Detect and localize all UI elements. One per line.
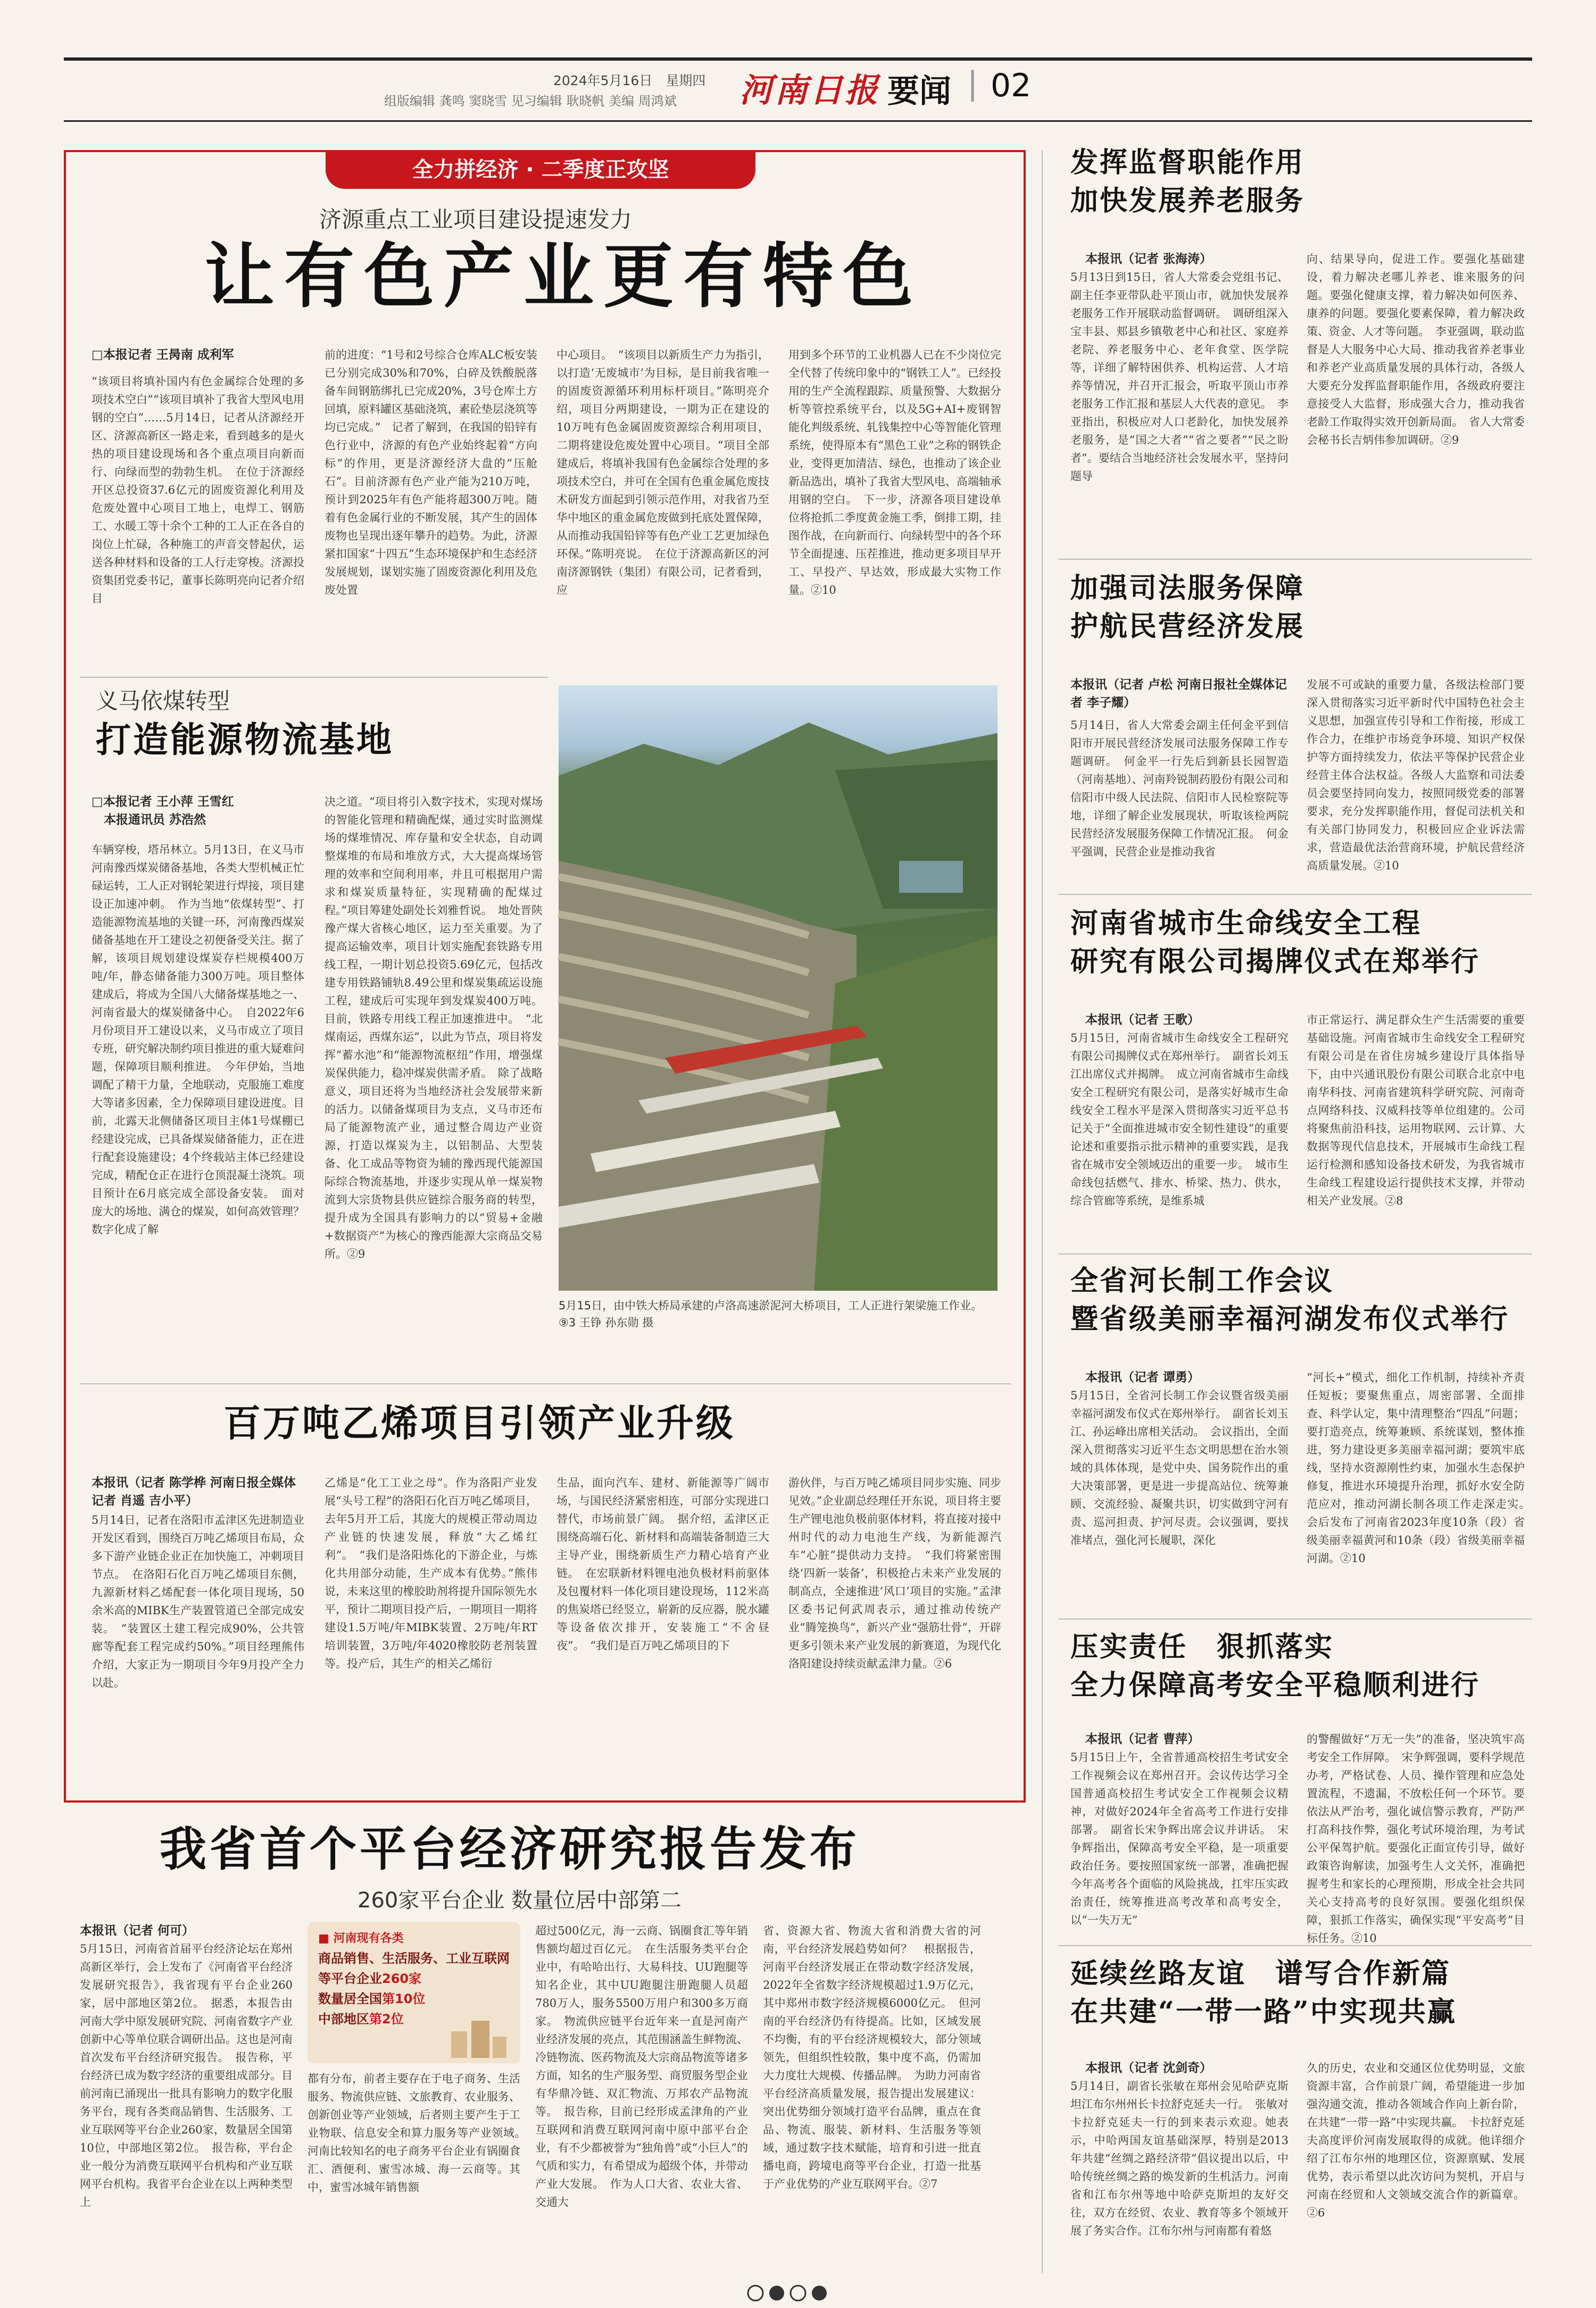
infobox-line-2-text: 等平台企业	[318, 1971, 382, 1986]
masthead-top-rule	[64, 57, 1532, 61]
coal-col-2: 决之道。“项目将引入数字技术，实现对煤场的智能化管理和精确配煤，通过实时监测煤场的煤堆情况、库存量和安全状态，自动调整煤堆的布局和堆放方式，大大提高煤场管理的效率和空间利用率，并且可根据用户需求和煤炭质量特征，实现精确的配煤过程。”项目筹建处副处长刘雅哲说。 地处晋陕豫产煤大省核心地区，运力至关重要。为了提高运输效率，项目计划实施配套铁路专用线工程，一期计划总投资5.69亿元，包括改建专用铁路铺轨8.49公里和煤炭集疏运设施工程，建成后可实现年到发煤炭400万吨。目前，铁路专用线工程正加速推进中。 “北煤南运，西煤东运”，以此为节点，项目将发挥“蓄水池”和“能源物流枢纽”作用，增强煤炭保供能力，稳冲煤炭供需矛盾。 除了战略意义，项目还将为当地经济社会发展带来新的活力。以储备煤项目为支点，义马市还布局了能源物流产业，通过整合周边产业资源，打造以煤炭为主，以铝制品、大型装备、化工成品等物资为辅的豫西现代能源国际综合物流基地，并逐步实现从单一煤炭物流到大宗货物县供应链综合服务商的转型，提升成为全国具有影响力的以“贸易+金融+数据资产”为核心的豫西能源大宗商品交易所。②9	[325, 795, 543, 1260]
coal-kicker: 义马依煤转型	[96, 688, 230, 714]
platform-col-4: 省、资源大省、物流大省和消费大省的河南，平台经济发展趋势如何？ 根据报告，河南平台经济发展正在带动数字经济发展，2022年全省数字经济规模超过1.9万亿元，其中郑州市数字经济规模6000亿元。 但河南的平台经济仍有待提高。比如，区域发展不均衡，有的平台经济规模较大，部分领域领先，但组织性较散，集中度不高，仍需加大力度壮大规模、传播品牌。 为助力河南省平台经济高质量发展，报告提出发展建议：突出优势细分领域打造平台品牌，重点在食品、物流、服装、新材料、生活服务等领域，通过数字技术赋能，培育和引进一批直播电商，跨境电商等平台企业，打造一批基于产业优势的产业互联网平台。②7	[763, 1924, 981, 2190]
ethylene-col-3: 生品，面向汽车、建材、新能源等广阔市场，与国民经济紧密相连，可部分实现进口替代，市场前景广阔。 据介绍，孟津区正围绕高端石化、新材料和高端装备制造三大主导产业，围绕新质生产力精心培育产业链。 在宏联新材料锂电池负极材料前驱体及包覆材料一体化项目建设现场，112米高的焦炭塔已经竖立，崭新的反应器，脱水罐等设备依次排开，安装施工“不舍昼夜”。 “我们是百万吨乙烯项目的下	[556, 1476, 769, 1652]
ethylene-col-4: 游伙伴，与百万吨乙烯项目同步实施、同步见效。”企业副总经理任开东说，项目将主要生产锂电池负极前驱体材料，将直接对接中州时代的动力电池生产线，为新能源汽车“心脏”提供动力支持。 “我们将紧密围绕‘四新一装备’，积极抢占未来产业发展的制高点，全速推进‘风口’项目的实施。”孟津区委书记何武周表示，通过推动传统产业“腾笼换鸟”，新兴产业“强筋壮骨”，开辟更多引领未来产业发展的新赛道，为现代化洛阳建设持续贡献孟津力量。②6	[788, 1476, 1001, 1670]
coal-byline-2: 本报通讯员 苏浩然	[92, 813, 206, 827]
paper-logo: 河南日报	[739, 71, 880, 110]
masthead-bottom-rule	[64, 120, 1532, 122]
right-story-1-byline: 本报讯（记者 张海涛）	[1085, 252, 1212, 266]
right-story-6-col-1: 5月14日，副省长张敏在郑州会见哈萨克斯坦江布尔州州长卡拉舒克延夫一行。 张敏对卡拉舒克延夫一行的到来表示欢迎。她表示，中哈两国友谊基础深厚，特别是2013年共建“丝绸之路经济带”倡议提出以后，中哈传统丝绸之路的焕发新的生机活力。河南省和江布尔州等地中哈萨克斯坦的友好交往，双方在经贸、农业、教育等多个领域开展了务实合作。江布尔州与河南都有着悠	[1070, 2080, 1289, 2237]
coal-headline: 打造能源物流基地	[96, 719, 394, 760]
right-divider-4	[1059, 1618, 1532, 1620]
platform-col-2: 都有分布，前者主要存在于电子商务、生活服务、物流供应链、文旅教育、农业服务、创新创业等产业领域，后者则主要产生于工业物联、信息安全和算力服务等产业领域。 河南比较知名的电子商务平台企业有锅圈食汇、酒便利、蜜雪冰城、海一云商等。其中，蜜雪冰城年销售额	[307, 2072, 531, 2194]
photo-caption: 5月15日，由中铁大桥局承建的卢洛高速淤泥河大桥项目，工人正进行架梁施工作业。⑨3 王铮 孙东勋 摄	[559, 1299, 983, 1329]
right-story-4-byline: 本报讯（记者 谭勇）	[1085, 1371, 1200, 1384]
right-story-6-title-2: 在共建“一带一路”中实现共赢	[1070, 1996, 1457, 2028]
divider-main	[80, 677, 548, 678]
right-story-2-title-1: 加强司法服务保障	[1070, 572, 1305, 604]
main-col-1: “该项目将填补国内有色金属综合处理的多项技术空白”“该项目填补了我省大型风电用钢的空白”……5月14日，记者从济源经开区、济源高新区一路走来，看到越多的是火热的项目建设现场和各个重点项目向新而行、向绿而型的勃勃生机。 在位于济源经开区总投资37.6亿元的固废资源化利用及危废处置中心项目工地上，电焊工、钢筋工、水暖工等十余个工种的工人正在各自的岗位上忙碌，各种施工的声音交替起伏，运送各种材料和设备的工人行走穿梭。济源投资集团党委书记，董事长陈明亮向记者介绍目	[92, 375, 304, 605]
right-story-4-col-2: “河长+”模式，细化工作机制，持续补齐责任短板；要聚焦重点，周密部署、全面排查、科学认定，集中清理整治“四乱”问题；要打造亮点，统筹兼顾、系统谋划，整体推进，努力建设更多美丽幸福河湖；要筑牢底线，坚持水资源刚性约束，加强水生态保护修复，推进水环境提升治理，抓好水安全防范应对，推动河湖长制各项工作走深走实。 会后发布了河南省2023年度10条（段）省级美丽幸福黄河和10条（段）省级美丽幸福河湖。②10	[1307, 1371, 1536, 1565]
coal-byline-1: □本报记者 王小萍 王雪红	[92, 795, 234, 809]
right-story-1-col-2: 向、结果导向，促进工作。要强化基础建设，着力解决老哪儿养老、谁来服务的问题。要强化健康支撑，着力解决如何医养、康养的问题。要强化要素保障，着力解决政策、资金、人才等问题。 李亚强调，联动监督是人大服务中心大局、推动我省养老事业和养老产业高质量发展的具体行动，各级人大要充分发挥监督职能作用，各级政府要注意接受人大监督，形成强大合力，推动我省老龄工作取得实效开创新局面。 省人大常委会秘书长吉炳伟参加调研。②9	[1307, 253, 1525, 446]
right-story-2-col-1: 5月14日，省人大常委会副主任何金平到信阳市开展民营经济发展司法服务保障工作专题调研。 何金平一行先后到新县长园智造（河南基地）、河南羚锐制药股份有限公司和信阳市中级人民法院、信阳市人民检察院等地，详细了解企业发展现状，听取该检两院民营经济发展服务保障工作情况汇报。 何金平强调，民营企业是推动我省	[1070, 719, 1289, 858]
infobox-count: 260家	[382, 1971, 422, 1986]
right-story-6-col-2: 久的历史，农业和交通区位优势明显，文旅资源丰富，合作前景广阔，希望能进一步加强沟通交流，推动各领域合作向上新台阶，在共建“一带一路”中实现共赢。 卡拉舒克延夫高度评价河南发展取得的成就。他详细介绍了江布尔州的地理区位，资源禀赋、发展优势，表示希望以此次访问为契机，开启与河南在经贸和人文领域交流合作的新篇章。②6	[1307, 2062, 1525, 2219]
right-divider-3	[1059, 1253, 1532, 1255]
right-divider-1	[1059, 559, 1532, 560]
page-number: 02	[991, 67, 1032, 104]
right-story-1-title-1: 发挥监督职能作用	[1070, 146, 1305, 179]
right-column-divider	[1042, 150, 1043, 2273]
right-story-5-col-1: 5月15日上午，全省普通高校招生考试安全工作视频会议在郑州召开。会议传达学习全国普通高校招生考试安全工作视频会议精神，对做好2024年全省高考工作进行安排部署。 副省长宋争辉出席会议并讲话。 宋争辉指出，保障高考安全平稳，是一项重要政治任务。要按照国家统一部署，准确把握今年高考各个面临的风险挑战，扛牢压实政治责任，统筹推进高考改革和高考安全，以“一失万无”	[1070, 1751, 1289, 1927]
infobox-line-1: 商品销售、生活服务、工业互联网	[318, 1951, 510, 1966]
right-story-4-col-1: 5月15日，全省河长制工作会议暨省级美丽幸福河湖发布仪式在郑州举行。 副省长刘玉江、孙运峰出席相关活动。 会议指出，全面深入贯彻落实习近平生态文明思想在治水领域的具体体现，是党中央、国务院作出的重大决策部署，更是进一步提高站位、统筹兼顾、交流经验、凝聚共识，切实做到守河有责、巡河担责、护河尽责。会议强调，要找准堵点，强化河长履职，深化	[1070, 1389, 1289, 1547]
theme-banner: 全力拼经济 · 二季度正攻坚	[326, 151, 755, 189]
issue-date: 2024年5月16日 星期四	[553, 73, 706, 88]
infobox-line-3-text: 数量居全国	[318, 1991, 382, 2006]
right-story-4-title-1: 全省河长制工作会议	[1070, 1265, 1334, 1297]
right-story-5-byline: 本报讯（记者 曹萍）	[1085, 1732, 1200, 1746]
divider-ethylene	[80, 1383, 1011, 1384]
platform-byline: 本报讯（记者 何可）	[80, 1924, 195, 1938]
right-story-3-title-2: 研究有限公司揭牌仪式在郑举行	[1070, 945, 1481, 978]
right-story-6-title-1: 延续丝路友谊 谱写合作新篇	[1070, 1957, 1451, 1990]
main-col-4: 用到多个环节的工业机器人已在不少岗位完全代替了传统印象中的“钢铁工人”。已经投用的生产全流程跟踪、质量预警、大数据分析等管控系统平台，以及5G+AI+废钢智能化判级系统、轧钱集控中心等智能化管理系统，使得原本有“黑色工业”之称的钢铁企业，变得更加清洁、绿色，也推动了该企业新品选出，填补了我省大型风电、高端轴承用钢的空白。 下一步，济源各项目建设单位将抢抓二季度黄金施工季，倒排工期，挂图作战，在向新而行、向绿转型中的各个环节全面提速、压茬推进，推动更多项目早开工、早投产、早达效，形成最大实物工作量。②10	[788, 348, 1001, 596]
infobox-central-rank: 第2位	[369, 2012, 404, 2027]
registration-marks	[745, 2282, 851, 2304]
right-story-5-col-2: 的警醒做好“万无一失”的准备，坚决筑牢高考安全工作屏障。 宋争辉强调，要科学规范办考，严格试卷、人员、操作管理和应急处置流程，不遗漏，不放松任何一个环节。要依法从严治考，强化诚信警示教育，严防严打高科技作弊，强化考试环境治理，为考试公平保驾护航。要强化正面宣传引导，做好政策咨询解读，加强考生人文关怀，准确把握考生和家长的心理预期，形成全社会共同关心支持高考的良好氛围。要强化组织保障，狠抓工作落实，确保实现“平安高考”目标任务。②10	[1307, 1733, 1525, 1945]
right-story-3-title-1: 河南省城市生命线安全工程	[1070, 907, 1422, 940]
coal-col-1: 车辆穿梭，塔吊林立。5月13日，在义马市河南豫西煤炭储备基地，各类大型机械正忙碌运转，工人正对钢轮架进行焊接，项目建设正加速冲刺。 作为当地“依煤转型”、打造能源物流基地的关键一环，河南豫西煤炭储备基地在开工建设之初便备受关注。据了解，该项目规划建设煤炭存栏规模400万吨/年，静态储备能力300万吨。项目整体建成后，将成为全国八大储备煤基地之一、河南省最大的煤炭储备中心。 自2022年6月份项目开工建设以来，义马市成立了项目专班，研究解决制约项目推进的重大疑难问题，保障项目顺利推进。 今年伊始，当地调配了精干力量，全地联动，克服施工难度大等诸多因素，全力保障项目建设进度。目前，北露天北侧储备区项目主体1号煤棚已经建设完成，已具备煤炭储备能力，正在进行配套设施建设；4个终载站主体已经建设完成，精配仓正在进行仓顶混凝土浇筑。项目预计在6月底完成全部设备安装。 面对庞大的场地、满仓的煤炭，如何高效管理？数字化成了解	[92, 843, 304, 1236]
platform-col-3: 超过500亿元，海一云商、锅圈食汇等年销售额均超过百亿元。 在生活服务类平台企业中，有哈哈出行、大易科技、UU跑腿等知名企业，其中UU跑腿注册跑腿人员超780万人，服务5500万用户和300多万商家。 物流供应链平台近年来一直是河南产业经济发展的亮点，其范围涵盖生鲜物流、冷链物流、医药物流及大宗商品物流等诸多方面，知名的生产服务型、商贸服务型企业有华鼎冷链、双汇物流、万邦农产品物流等。 报告称，目前已经形成孟津角的产业互联网和消费互联网河南中原中部平台企业，有不少都被誉为“独角兽”或“小巨人”的气质和实力，有希望成为超级个体，并带动产业大发展。 作为人口大省、农业大省、交通大	[535, 1924, 748, 2209]
right-story-3-col-1: 5月15日，河南省城市生命线安全工程研究有限公司揭牌仪式在郑州举行。 副省长刘玉江出席仪式并揭牌。 成立河南省城市生命线安全工程研究有限公司，是落实好城市生命线安全工程水平是深入贯彻落实习近平总书记关于“全面推进城市安全韧性建设”的重要论述和重要指示批示精神的重要实践，是我省在城市安全领域迈出的重要一步。 城市生命线包括燃气、排水、桥梁、热力、供水，综合管廊等系统，是维系城	[1070, 1032, 1289, 1207]
ethylene-col-1: 5月14日，记者在洛阳市孟津区先进制造业开发区看到，围绕百万吨乙烯项目布局，众多下游产业链企业正在加快施工，冲刺项目节点。 在洛阳石化百万吨乙烯项目东侧，九源新材料乙烯配套一体化项目现场，50余米高的MIBK生产装置管道已全部完成安装。 “装置区土建工程完成90%，公共管廊等配套工程完成约50%。”项目经理熊伟介绍，大家正为一期项目今年9月投产全力以赴。	[92, 1514, 304, 1689]
right-story-1-col-1: 5月13日到15日，省人大常委会党组书记、副主任李亚带队赴平顶山市，就加快发展养老服务工作开展联动监督调研。 调研组深入宝丰县、郏县乡镇敬老中心和社区、家庭养老院、养老服务中心、老年食堂、医学院等，详细了解特困供养、机构运营、人才培养等情况，并召开汇报会，听取平顶山市养老服务工作汇报和基层人大代表的意见。 李亚指出，积极应对人口老龄化，加快发展养老服务，是“国之大者”“省之要者”“民之盼者”。要结合当地经济社会发展水平，坚持问题导	[1070, 271, 1289, 483]
platform-infobox	[307, 1922, 520, 2063]
platform-subtitle: 260家平台企业 数量位居中部第二	[358, 1888, 682, 1913]
infobox-line-4	[318, 2009, 404, 2029]
bridge-construction-photo	[559, 685, 998, 1291]
infobox-line-2	[318, 1969, 421, 1989]
right-story-2-byline: 本报讯（记者 卢松 河南日报社全媒体记者 李子耀）	[1070, 678, 1287, 710]
right-story-4-title-2: 暨省级美丽幸福河湖发布仪式举行	[1070, 1303, 1510, 1335]
section-separator: |	[967, 65, 978, 102]
right-story-5-title-1: 压实责任 狠抓落实	[1070, 1631, 1334, 1663]
infobox-national-rank: 第10位	[382, 1991, 426, 2006]
infobox-header: ■ 河南现有各类	[318, 1932, 404, 1945]
page-editors: 组版编辑 龚鸣 窦晓雪 见习编辑 耿晓帆 美编 周鸿斌	[384, 94, 677, 109]
right-story-5-title-2: 全力保障高考安全平稳顺利进行	[1070, 1669, 1481, 1701]
ethylene-byline: 本报讯（记者 陈学桦 河南日报全媒体记者 肖遥 吉小平）	[92, 1476, 296, 1508]
right-divider-5	[1059, 1945, 1532, 1946]
right-story-3-col-2: 市正常运行、满足群众生产生活需要的重要基础设施。河南省城市生命线安全工程研究有限公司是在省住房城乡建设厅具体指导下，由中兴通讯股份有限公司联合北京中电南华科技、河南省建筑科学研究院、河南奇点网络科技、汉威科技等单位组建的。公司将聚焦前沿科技，运用物联网、云计算、大数据等现代信息技术，开展城市生命线工程运行检测和感知设备技术研发，为我省城市生命线工程建设运行提供技术支撑，并带动相关产业发展。②8	[1307, 1014, 1525, 1207]
right-story-2-col-2: 发展不可或缺的重要力量，各级法检部门要深入贯彻落实习近平新时代中国特色社会主义思想，加强宣传引导和工作衔接，形成工作合力，在维护市场竞争环境、知识产权保护等方面持续发力，依法平等保护民营企业经营主体合法权益。各级人大监察和司法委员会要坚持同向发力，按照同级党委的部署要求，充分发挥职能作用，督促司法机关和有关部门协同发力，积极回应企业诉法需求，营造最优法治营商环境，护航民营经济高质量发展。②10	[1307, 678, 1525, 872]
main-col-2: 前的进度：“1号和2号综合仓库ALC板安装已分别完成30%和70%，白碎及铁酸脱落备车间钢筋绑扎已完成20%，3号仓库土方回填，原料罐区基础浇筑，素砼垫层浇筑等均已完成。” 记者了解到，在我国的铅锌有色行业中，济源的有色产业始终起着“方向标”的作用，更是济源经济大盘的“压舱石”。目前济源有色产业产能为210万吨，预计到2025年有色产能将超300万吨。随着有色金属行业的不断发展，其产生的固体废物也呈现出逐年攀升的趋势。为此，济源紧扣国家“十四五”生态环境保护和生态经济发展规划，谋划实施了固废资源化利用及危废处置	[325, 348, 537, 596]
right-story-1-title-2: 加快发展养老服务	[1070, 185, 1305, 217]
main-col-3: 中心项目。 “该项目以新质生产力为指引，以打造‘无废城市’为目标，是目前我省唯一的固废资源循环利用标杆项目。”陈明亮介绍，项目分两期建设，一期为正在建设的10万吨有色金属固废资源综合利用项目，二期将建设危废处置中心项目。“项目全部建成后，将填补我国有色金属综合处理的多项技术空白，并可在全国有色重金属危废技术研发方面起到引领示范作用，对我省乃至华中地区的重金属危废做到托底处置保障，从而推动我国铅锌等有色产业工艺更加绿色环保。”陈明亮说。 在位于济源高新区的河南济源钢铁（集团）有限公司，记者看到，应	[556, 348, 769, 596]
right-story-3-byline: 本报讯（记者 王歌）	[1085, 1013, 1200, 1027]
right-story-6-byline: 本报讯（记者 沈剑奇）	[1085, 2061, 1212, 2075]
main-byline: □本报记者 王昺南 成利军	[92, 348, 234, 362]
main-kicker: 济源重点工业项目建设提速发力	[319, 206, 633, 233]
photo-illustration	[559, 685, 998, 1291]
platform-headline: 我省首个平台经济研究报告发布	[160, 1821, 860, 1877]
ethylene-col-2: 乙烯是“化工工业之母”。作为洛阳产业发展“头号工程”的洛阳石化百万吨乙烯项目，去年5月开工后，其庞大的规模正带动周边产业链的快速发展，释放“大乙烯红利”。 “我们是洛阳炼化的下游企业，与炼化共用部分动能，生产成本有优势。”熊伟说，未来这里的橡胶助剂将提升国际领先水平，预计二期项目投产后，一期项目一期将建设1.5万吨/年MIBK装置、2万吨/年RT培训装置，3万吨/年4020橡胶防老剂装置等。投产后，其生产的相关乙烯衍	[325, 1476, 537, 1670]
right-divider-2	[1059, 894, 1532, 895]
infobox-line-4-text: 中部地区	[318, 2012, 369, 2027]
section-name: 要闻	[887, 73, 951, 110]
right-story-2-title-2: 护航民营经济发展	[1070, 610, 1305, 643]
platform-col-1: 5月15日，河南省首届平台经济论坛在郑州高新区举行，会上发布了《河南省平台经济发展研究报告》，我省现有平台企业260家，居中部地区第2位。 据悉，本报告由河南大学中原发展研究院、河南省数字产业创新中心等单位联合调研出品。这也是河南首次发布平台经济研究报告。 报告称，平台经济已成为数字经济的重要组成部分。目前河南已涌现出一批具有影响力的数字化服务平台，现有各类商品销售、生活服务、工业互联网等平台企业260家，数量居全国第10位，中部地区第2位。 报告称，平台企业一般分为消费互联网平台机构和产业互联网平台机构。我省平台企业在以上两种类型上	[80, 1942, 293, 2209]
ethylene-headline: 百万吨乙烯项目引领产业升级	[223, 1401, 735, 1445]
main-headline: 让有色产业更有特色	[204, 235, 922, 318]
building-icon	[446, 2015, 510, 2058]
infobox-line-3	[318, 1989, 425, 2009]
